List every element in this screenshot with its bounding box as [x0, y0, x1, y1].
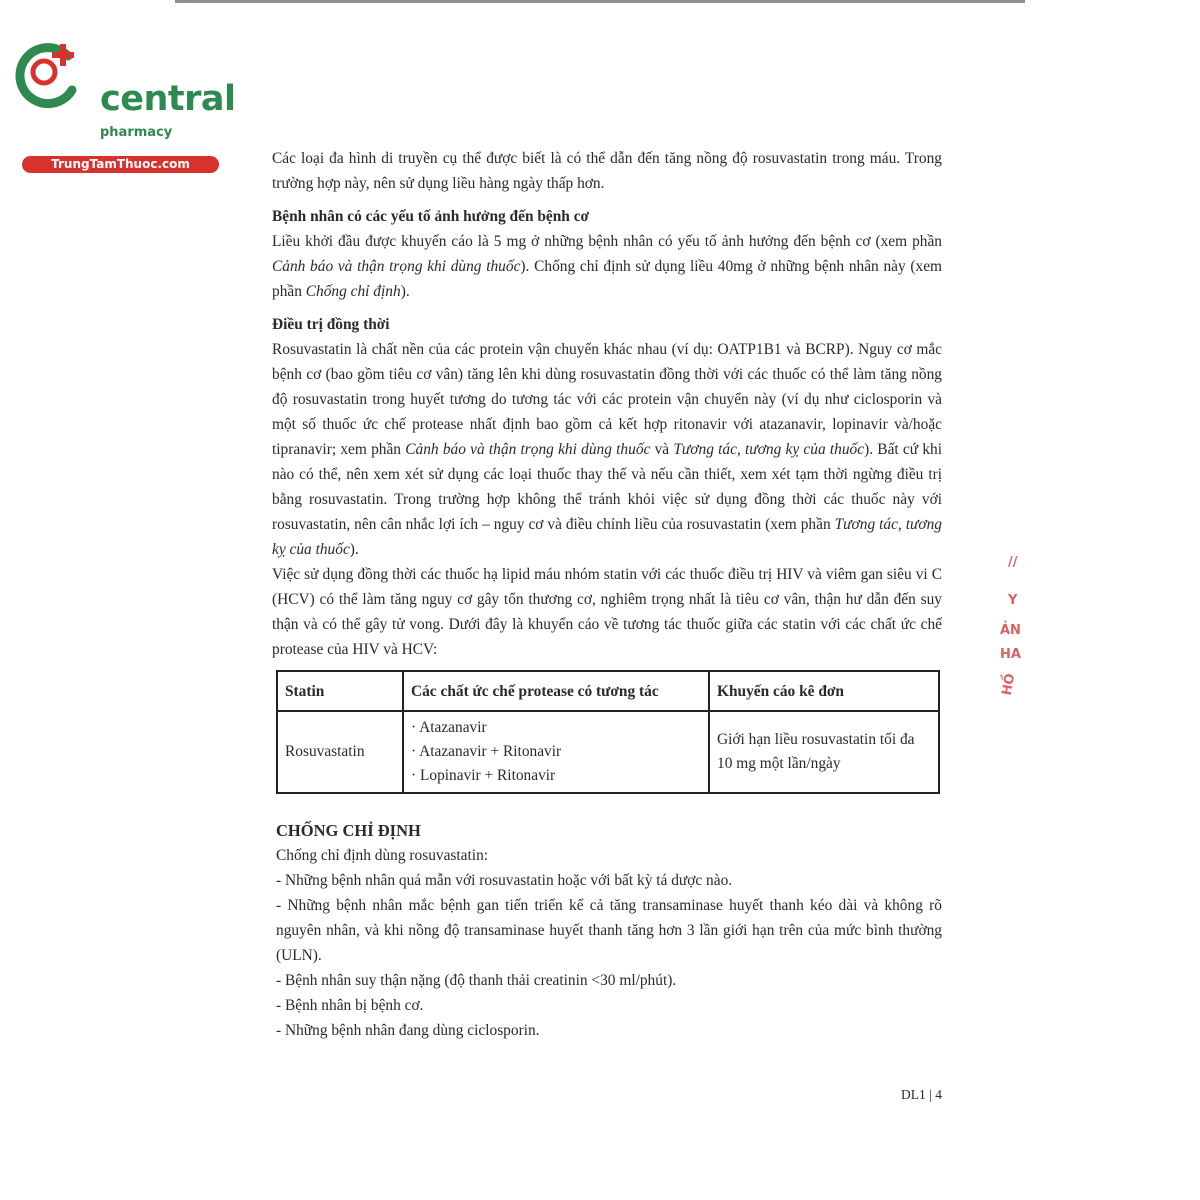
inhibitor-item: · Atazanavir — [411, 719, 487, 736]
stamp-text: Y — [1008, 593, 1018, 608]
table-header: Khuyến cáo kê đơn — [709, 671, 939, 711]
central-pharmacy-logo[interactable] — [10, 38, 236, 171]
table-header: Các chất ức chế protease có tương tác — [403, 671, 709, 711]
paragraph-hiv-hcv: Việc sử dụng đồng thời các thuốc hạ lipid máu nhóm statin với các thuốc điều trị HIV và viêm gan siêu vi C (HCV) có thể làm tăng nguy cơ gây tổn thương cơ, nghiêm trọng nhất là tiêu cơ vân, thận hư dẫn đến suy thận và có thể gây tử vong. Dưới đây là khuyến cáo về tương tác thuốc giữa các statin với các chất ức chế protease của HIV và HCV: — [272, 566, 942, 658]
table-cell-recommendation: Giới hạn liều rosuvastatin tối đa 10 mg một lần/ngày — [709, 711, 939, 793]
logo-name: central — [100, 79, 236, 119]
list-item: - Những bệnh nhân đang dùng ciclosporin. — [276, 1022, 540, 1039]
list-item: - Bệnh nhân bị bệnh cơ. — [276, 997, 424, 1014]
paragraph-myopathy: Liều khởi đầu được khuyến cáo là 5 mg ở những bệnh nhân có yếu tố ảnh hưởng đến bệnh cơ (xem phần Cảnh báo và thận trọng khi dùng thuốc). Chống chỉ định sử dụng liều 40mg ở những bệnh nhân này (xem phần Chống chỉ định). — [272, 233, 942, 300]
table-cell-inhibitors — [403, 711, 709, 793]
table-row — [277, 711, 939, 793]
list-item: - Những bệnh nhân quá mẫn với rosuvastatin hoặc với bất kỳ tá dược nào. — [276, 872, 733, 889]
inhibitor-item: · Atazanavir + Ritonavir — [411, 743, 562, 760]
stamp-text: // — [1008, 555, 1018, 570]
table-header: Statin — [277, 671, 403, 711]
red-stamp-fragment — [996, 555, 1026, 715]
paragraph-concomitant: Rosuvastatin là chất nền của các protein vận chuyển khác nhau (ví dụ: OATP1B1 và BCRP). Nguy cơ mắc bệnh cơ (bao gồm tiêu cơ vân) tăng lên khi dùng rosuvastatin đồng thời với các thuốc có thể làm tăng nồng độ rosuvastatin trong huyết tương do tương tác với các protein vận chuyển này (ví dụ như ciclosporin và một số thuốc ức chế protease nhất định bao gồm cả kết hợp ritonavir với atazanavir, lopinavir và/hoặc tipranavir; xem phần Cảnh báo và thận trọng khi dùng thuốc và Tương tác, tương kỵ của thuốc). Bất cứ khi nào có thể, nên xem xét sử dụng các loại thuốc thay thế và nếu cần thiết, xem xét tạm thời ngừng điều trị bằng rosuvastatin. Trong trường hợp không thể tránh khỏi việc sử dụng đồng thời các thuốc này với rosuvastatin, nên cân nhắc lợi ích – nguy cơ và điều chỉnh liều của rosuvastatin (xem phần Tương tác, tương kỵ của thuốc). — [272, 341, 942, 558]
table-header-row — [277, 671, 939, 711]
logo-website: TrungTamThuoc.com — [22, 156, 219, 173]
stamp-text: HỒ — [999, 672, 1019, 697]
section-title-contraindications: CHỐNG CHỈ ĐỊNH — [276, 821, 421, 840]
list-item: - Những bệnh nhân mắc bệnh gan tiến triển kể cả tăng transaminase huyết thanh kéo dài và không rõ nguyên nhân, và khi nồng độ transaminase huyết thanh tăng hơn 3 lần giới hạn trên của mức bình thường (ULN). — [276, 897, 942, 964]
page-number: DL1 | 4 — [901, 1087, 942, 1102]
heading-concomitant: Điều trị đồng thời — [272, 316, 390, 333]
contraindication-list — [272, 843, 942, 1043]
heading-myopathy-factors: Bệnh nhân có các yếu tố ảnh hưởng đến bệnh cơ — [272, 208, 590, 225]
interaction-table — [276, 670, 940, 794]
document-body — [272, 146, 942, 1043]
inhibitor-item: · Lopinavir + Ritonavir — [411, 767, 556, 784]
stamp-text: ẢN — [1000, 623, 1021, 638]
contraindication-intro: Chống chỉ định dùng rosuvastatin: — [276, 847, 489, 864]
table-cell-statin: Rosuvastatin — [277, 711, 403, 793]
list-item: - Bệnh nhân suy thận nặng (độ thanh thải creatinin <30 ml/phút). — [276, 972, 677, 989]
pharmacy-cross-icon — [10, 38, 90, 118]
top-border-line — [175, 0, 1025, 3]
logo-subtitle: pharmacy — [100, 125, 173, 140]
stamp-text: HA — [1000, 647, 1021, 662]
paragraph-genetic: Các loại đa hình di truyền cụ thể được biết là có thể dẫn đến tăng nồng độ rosuvastatin trong máu. Trong trường hợp này, nên sử dụng liều hàng ngày thấp hơn. — [272, 150, 942, 192]
